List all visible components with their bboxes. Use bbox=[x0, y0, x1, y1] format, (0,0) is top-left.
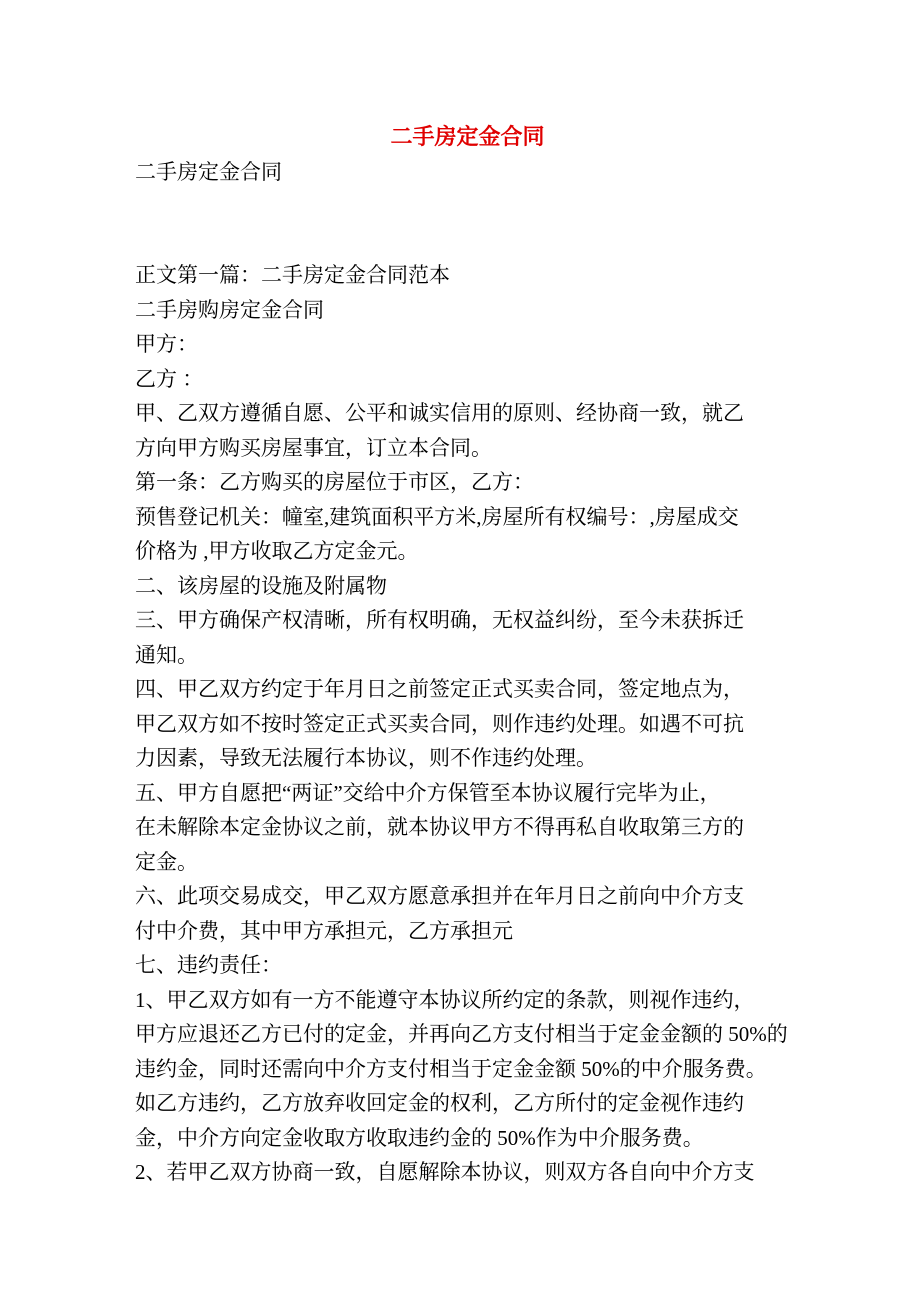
text-line: 五、甲方自愿把“两证”交给中介方保管至本协议履行完毕为止， bbox=[135, 780, 721, 805]
text-line: 预售登记机关：幢室,建筑面积平方米,房屋所有权编号：,房屋成交 bbox=[135, 504, 739, 529]
text-line: 如乙方违约，乙方放弃收回定金的权利，乙方所付的定金视作违约 bbox=[135, 1091, 744, 1115]
text-line: 四、甲乙双方约定于年月日之前签定正式买卖合同，签定地点为， bbox=[135, 677, 744, 701]
text-line: 甲、乙双方遵循自愿、公平和诚实信用的原则、经协商一致，就乙 bbox=[135, 401, 744, 425]
text-line: 二、该房屋的设施及附属物 bbox=[135, 573, 387, 598]
text-line: 甲乙双方如不按时签定正式买卖合同，则作违约处理。如遇不可抗 bbox=[135, 711, 744, 736]
blank-line bbox=[135, 189, 800, 224]
text-line: 六、此项交易成交，甲乙双方愿意承担并在年月日之前向中介方支 bbox=[135, 884, 744, 908]
text-line: 正文第一篇：二手房定金合同范本 bbox=[135, 263, 450, 287]
text-line: 付中介费，其中甲方承担元，乙方承担元 bbox=[135, 918, 513, 943]
text-line: 乙方 ： bbox=[135, 366, 204, 391]
text-line: 2、若甲乙双方协商一致，自愿解除本协议，则双方各自向中介方支 bbox=[135, 1160, 755, 1184]
text-line: 二手房购房定金合同 bbox=[135, 297, 324, 322]
text-line: 七、违约责任： bbox=[135, 953, 282, 977]
text-line: 定金。 bbox=[135, 849, 198, 874]
text-line: 1、甲乙双方如有一方不能遵守本协议所约定的条款，则视作违约， bbox=[135, 987, 755, 1012]
text-line: 二手房定金合同 bbox=[135, 159, 282, 184]
text-line: 在未解除本定金协议之前，就本协议甲方不得再私自收取第三方的 bbox=[135, 815, 744, 839]
text-line: 力因素，导致无法履行本协议，则不作违约处理。 bbox=[135, 746, 597, 770]
text-line: 通知。 bbox=[135, 642, 198, 667]
text-line: 价格为 ,甲方收取乙方定金元。 bbox=[135, 539, 419, 563]
blank-line bbox=[135, 224, 800, 259]
text-line: 违约金，同时还需向中介方支付相当于定金金额 50%的中介服务费。 bbox=[135, 1056, 767, 1081]
text-line: 第一条：乙方购买的房屋位于市区，乙方： bbox=[135, 470, 534, 494]
page-title: 二手房定金合同 bbox=[390, 124, 545, 149]
text-line: 三、甲方确保产权清晰，所有权明确，无权益纠纷，至今未获拆迁 bbox=[135, 608, 744, 632]
text-line: 甲方： bbox=[135, 332, 198, 356]
text-line: 甲方应退还乙方已付的定金，并再向乙方支付相当于定金金额的 50%的 bbox=[135, 1022, 788, 1046]
text-line: 金，中介方向定金收取方收取违约金的 50%作为中介服务费。 bbox=[135, 1125, 704, 1150]
text-line: 方向甲方购买房屋事宜，订立本合同。 bbox=[135, 435, 492, 460]
